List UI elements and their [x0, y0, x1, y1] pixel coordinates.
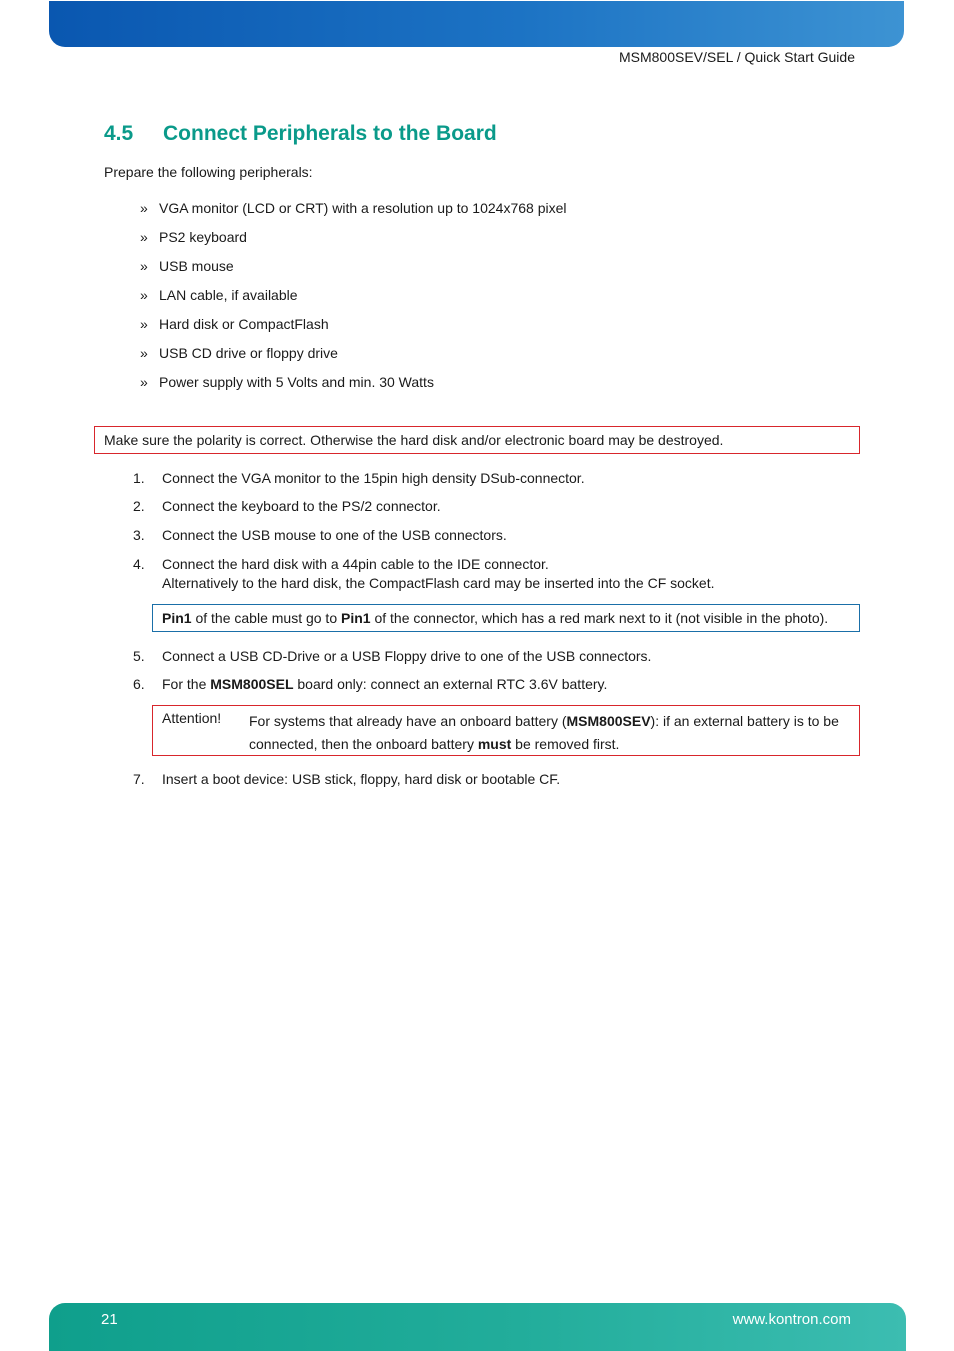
step-item: 4. Connect the hard disk with a 44pin cable to the IDE connector. Alternatively to the hard disk, the CompactFlash card may be inserted into the CF socket. [133, 556, 715, 591]
section-number: 4.5 [104, 122, 134, 145]
attention-text: For systems that already have an onboard battery (MSM800SEV): if an external battery is to be connected, then the onboard battery must be removed first. [249, 713, 839, 752]
polarity-warning-box [94, 426, 860, 454]
attention-label: Attention! [162, 710, 222, 726]
footer-bar [49, 1303, 906, 1351]
website-link[interactable]: www.kontron.com [732, 1311, 851, 1328]
step-item: 5. Connect a USB CD-Drive or a USB Floppy drive to one of the USB connectors. [133, 648, 652, 664]
list-item: » USB CD drive or floppy drive [140, 345, 338, 361]
list-item: » LAN cable, if available [140, 287, 298, 303]
list-item: » USB mouse [140, 258, 234, 274]
section-heading [104, 120, 497, 148]
bullet-mark: » [140, 258, 148, 274]
bullet-mark: » [140, 287, 148, 303]
section-title: Connect Peripherals to the Board [163, 122, 497, 145]
step-item: 2. Connect the keyboard to the PS/2 connector. [133, 498, 441, 514]
step-item: 3. Connect the USB mouse to one of the USB connectors. [133, 527, 507, 543]
steps-list-c [133, 770, 560, 789]
list-item: » VGA monitor (LCD or CRT) with a resolution up to 1024x768 pixel [140, 200, 567, 216]
step-item: 7. Insert a boot device: USB stick, floppy, hard disk or bootable CF. [133, 771, 561, 787]
header-bar [49, 1, 904, 47]
list-item: » Hard disk or CompactFlash [140, 316, 329, 332]
steps-list-b [133, 647, 651, 694]
bullet-mark: » [140, 200, 148, 216]
steps-list-a [133, 469, 714, 593]
step-item: 1. Connect the VGA monitor to the 15pin high density DSub-connector. [133, 470, 585, 486]
polarity-warning-text: Make sure the polarity is correct. Otherwise the hard disk and/or electronic board may be destroyed. [104, 432, 724, 448]
step-item: 6. For the MSM800SEL board only: connect an external RTC 3.6V battery. [133, 676, 608, 692]
bullet-mark: » [140, 316, 148, 332]
attention-box [152, 705, 860, 756]
document-title: MSM800SEV/SEL / Quick Start Guide [618, 49, 855, 65]
bullet-mark: » [140, 345, 148, 361]
intro-text: Prepare the following peripherals: [104, 164, 313, 180]
list-item: » PS2 keyboard [140, 229, 247, 245]
page-number: 21 [101, 1311, 118, 1328]
bullet-mark: » [140, 229, 148, 245]
list-item: » Power supply with 5 Volts and min. 30 Watts [140, 374, 434, 390]
peripheral-list [140, 198, 567, 401]
bullet-mark: » [140, 374, 148, 390]
pin1-note-box: Pin1 of the cable must go to Pin1 of the connector, which has a red mark next to it (not visible in the photo). [152, 604, 860, 632]
